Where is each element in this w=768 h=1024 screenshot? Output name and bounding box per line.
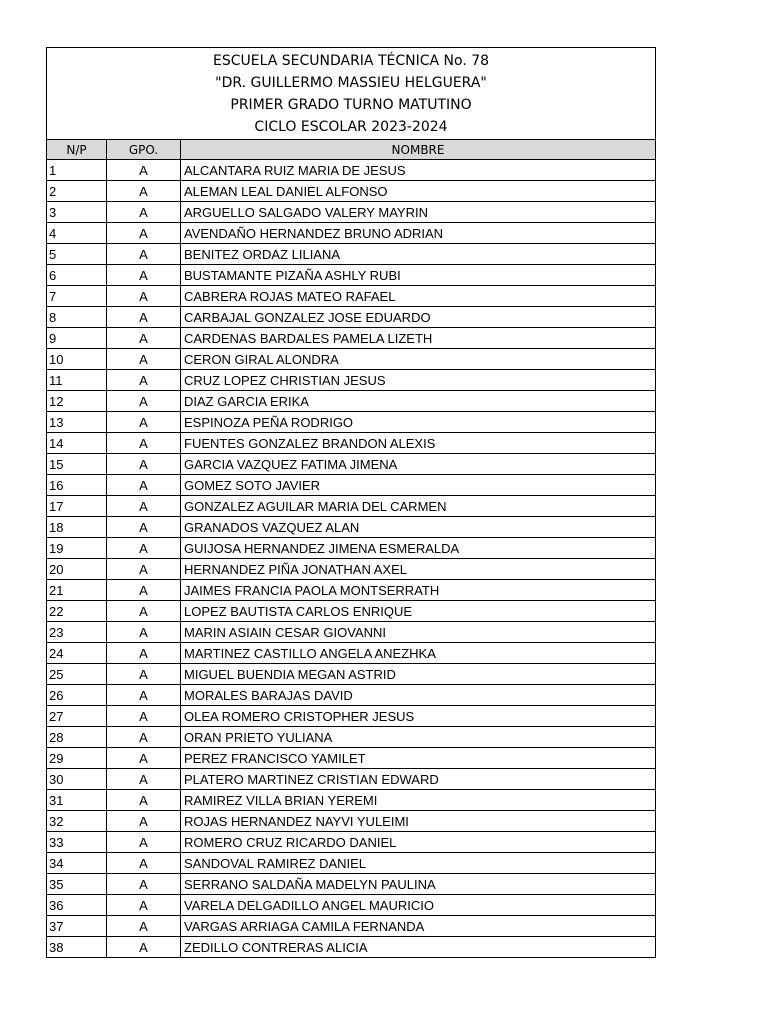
column-header-row [47,140,656,160]
student-name-cell: CABRERA ROJAS MATEO RAFAEL [181,286,656,307]
row-number-cell: 30 [47,769,107,790]
row-number-cell: 5 [47,244,107,265]
row-number-cell: 21 [47,580,107,601]
student-name-cell: BUSTAMANTE PIZAÑA ASHLY RUBI [181,265,656,286]
table-row [47,412,656,433]
row-number-cell: 29 [47,748,107,769]
student-name-cell: JAIMES FRANCIA PAOLA MONTSERRATH [181,580,656,601]
group-cell: A [107,601,181,622]
row-number-cell: 1 [47,160,107,181]
row-number-cell: 24 [47,643,107,664]
row-number-cell: 20 [47,559,107,580]
table-row [47,265,656,286]
row-number-cell: 27 [47,706,107,727]
group-cell: A [107,706,181,727]
group-cell: A [107,685,181,706]
student-name-cell: CERON GIRAL ALONDRA [181,349,656,370]
row-number-cell: 9 [47,328,107,349]
row-number-cell: 8 [47,307,107,328]
group-cell: A [107,286,181,307]
row-number-cell: 13 [47,412,107,433]
group-cell: A [107,895,181,916]
table-row [47,160,656,181]
table-row [47,391,656,412]
group-cell: A [107,160,181,181]
table-row [47,769,656,790]
student-name-cell: OLEA ROMERO CRISTOPHER JESUS [181,706,656,727]
row-number-cell: 35 [47,874,107,895]
table-row [47,748,656,769]
document-title-block [47,48,656,140]
student-name-cell: LOPEZ BAUTISTA CARLOS ENRIQUE [181,601,656,622]
row-number-cell: 4 [47,223,107,244]
student-name-cell: MARTINEZ CASTILLO ANGELA ANEZHKA [181,643,656,664]
student-name-cell: ALCANTARA RUIZ MARIA DE JESUS [181,160,656,181]
student-name-cell: MARIN ASIAIN CESAR GIOVANNI [181,622,656,643]
student-name-cell: DIAZ GARCIA ERIKA [181,391,656,412]
row-number-cell: 6 [47,265,107,286]
student-name-cell: ARGUELLO SALGADO VALERY MAYRIN [181,202,656,223]
table-row [47,811,656,832]
group-cell: A [107,496,181,517]
student-name-cell: GUIJOSA HERNANDEZ JIMENA ESMERALDA [181,538,656,559]
student-name-cell: CARBAJAL GONZALEZ JOSE EDUARDO [181,307,656,328]
row-number-cell: 7 [47,286,107,307]
school-honoree: "DR. GUILLERMO MASSIEU HELGUERA" [215,74,487,91]
student-name-cell: MORALES BARAJAS DAVID [181,685,656,706]
student-name-cell: ROJAS HERNANDEZ NAYVI YULEIMI [181,811,656,832]
group-cell: A [107,643,181,664]
group-cell: A [107,580,181,601]
table-row [47,538,656,559]
school-year: CICLO ESCOLAR 2023-2024 [254,118,448,135]
row-number-cell: 25 [47,664,107,685]
table-row [47,706,656,727]
group-cell: A [107,223,181,244]
row-number-cell: 22 [47,601,107,622]
table-row [47,496,656,517]
grade-shift: PRIMER GRADO TURNO MATUTINO [230,96,472,113]
row-number-cell: 31 [47,790,107,811]
student-name-cell: FUENTES GONZALEZ BRANDON ALEXIS [181,433,656,454]
title-row [47,48,656,140]
row-number-cell: 26 [47,685,107,706]
table-row [47,853,656,874]
student-name-cell: AVENDAÑO HERNANDEZ BRUNO ADRIAN [181,223,656,244]
school-name: ESCUELA SECUNDARIA TÉCNICA No. 78 [212,52,490,69]
row-number-cell: 34 [47,853,107,874]
student-name-cell: GRANADOS VAZQUEZ ALAN [181,517,656,538]
student-name-cell: CARDENAS BARDALES PAMELA LIZETH [181,328,656,349]
table-row [47,202,656,223]
table-row [47,664,656,685]
row-number-cell: 23 [47,622,107,643]
group-cell: A [107,307,181,328]
student-name-cell: ORAN PRIETO YULIANA [181,727,656,748]
table-row [47,937,656,958]
row-number-cell: 12 [47,391,107,412]
student-name-cell: ESPINOZA PEÑA RODRIGO [181,412,656,433]
group-cell: A [107,559,181,580]
table-row [47,286,656,307]
column-header-np: N/P [47,140,107,160]
student-name-cell: HERNANDEZ PIÑA JONATHAN AXEL [181,559,656,580]
group-cell: A [107,412,181,433]
group-cell: A [107,748,181,769]
student-roster-table [46,47,656,958]
table-row [47,517,656,538]
student-name-cell: BENITEZ ORDAZ LILIANA [181,244,656,265]
group-cell: A [107,202,181,223]
group-cell: A [107,454,181,475]
student-name-cell: PLATERO MARTINEZ CRISTIAN EDWARD [181,769,656,790]
group-cell: A [107,853,181,874]
row-number-cell: 28 [47,727,107,748]
student-name-cell: GONZALEZ AGUILAR MARIA DEL CARMEN [181,496,656,517]
group-cell: A [107,916,181,937]
table-row [47,244,656,265]
row-number-cell: 2 [47,181,107,202]
student-name-cell: SANDOVAL RAMIREZ DANIEL [181,853,656,874]
table-row [47,559,656,580]
group-cell: A [107,622,181,643]
row-number-cell: 17 [47,496,107,517]
student-name-cell: CRUZ LOPEZ CHRISTIAN JESUS [181,370,656,391]
group-cell: A [107,391,181,412]
row-number-cell: 37 [47,916,107,937]
table-row [47,454,656,475]
row-number-cell: 3 [47,202,107,223]
student-name-cell: GOMEZ SOTO JAVIER [181,475,656,496]
table-row [47,622,656,643]
group-cell: A [107,517,181,538]
table-row [47,223,656,244]
group-cell: A [107,265,181,286]
table-row [47,349,656,370]
student-name-cell: MIGUEL BUENDIA MEGAN ASTRID [181,664,656,685]
table-row [47,580,656,601]
student-name-cell: ROMERO CRUZ RICARDO DANIEL [181,832,656,853]
table-row [47,370,656,391]
student-name-cell: GARCIA VAZQUEZ FATIMA JIMENA [181,454,656,475]
group-cell: A [107,328,181,349]
group-cell: A [107,370,181,391]
column-header-group: GPO. [107,140,181,160]
row-number-cell: 18 [47,517,107,538]
table-row [47,181,656,202]
table-row [47,307,656,328]
table-row [47,433,656,454]
group-cell: A [107,244,181,265]
table-row [47,790,656,811]
student-name-cell: ALEMAN LEAL DANIEL ALFONSO [181,181,656,202]
student-name-cell: ZEDILLO CONTRERAS ALICIA [181,937,656,958]
group-cell: A [107,538,181,559]
table-row [47,727,656,748]
group-cell: A [107,349,181,370]
row-number-cell: 36 [47,895,107,916]
row-number-cell: 32 [47,811,107,832]
group-cell: A [107,727,181,748]
row-number-cell: 38 [47,937,107,958]
table-row [47,895,656,916]
row-number-cell: 10 [47,349,107,370]
group-cell: A [107,790,181,811]
group-cell: A [107,811,181,832]
student-name-cell: SERRANO SALDAÑA MADELYN PAULINA [181,874,656,895]
group-cell: A [107,874,181,895]
row-number-cell: 15 [47,454,107,475]
group-cell: A [107,181,181,202]
row-number-cell: 19 [47,538,107,559]
group-cell: A [107,433,181,454]
group-cell: A [107,832,181,853]
group-cell: A [107,769,181,790]
row-number-cell: 16 [47,475,107,496]
column-header-name: NOMBRE [181,140,656,160]
row-number-cell: 33 [47,832,107,853]
student-name-cell: PEREZ FRANCISCO YAMILET [181,748,656,769]
table-row [47,328,656,349]
table-row [47,874,656,895]
student-name-cell: VARELA DELGADILLO ANGEL MAURICIO [181,895,656,916]
table-row [47,832,656,853]
table-row [47,643,656,664]
table-row [47,916,656,937]
table-row [47,601,656,622]
group-cell: A [107,937,181,958]
row-number-cell: 14 [47,433,107,454]
table-row [47,685,656,706]
group-cell: A [107,664,181,685]
student-name-cell: VARGAS ARRIAGA CAMILA FERNANDA [181,916,656,937]
student-name-cell: RAMIREZ VILLA BRIAN YEREMI [181,790,656,811]
group-cell: A [107,475,181,496]
row-number-cell: 11 [47,370,107,391]
table-row [47,475,656,496]
